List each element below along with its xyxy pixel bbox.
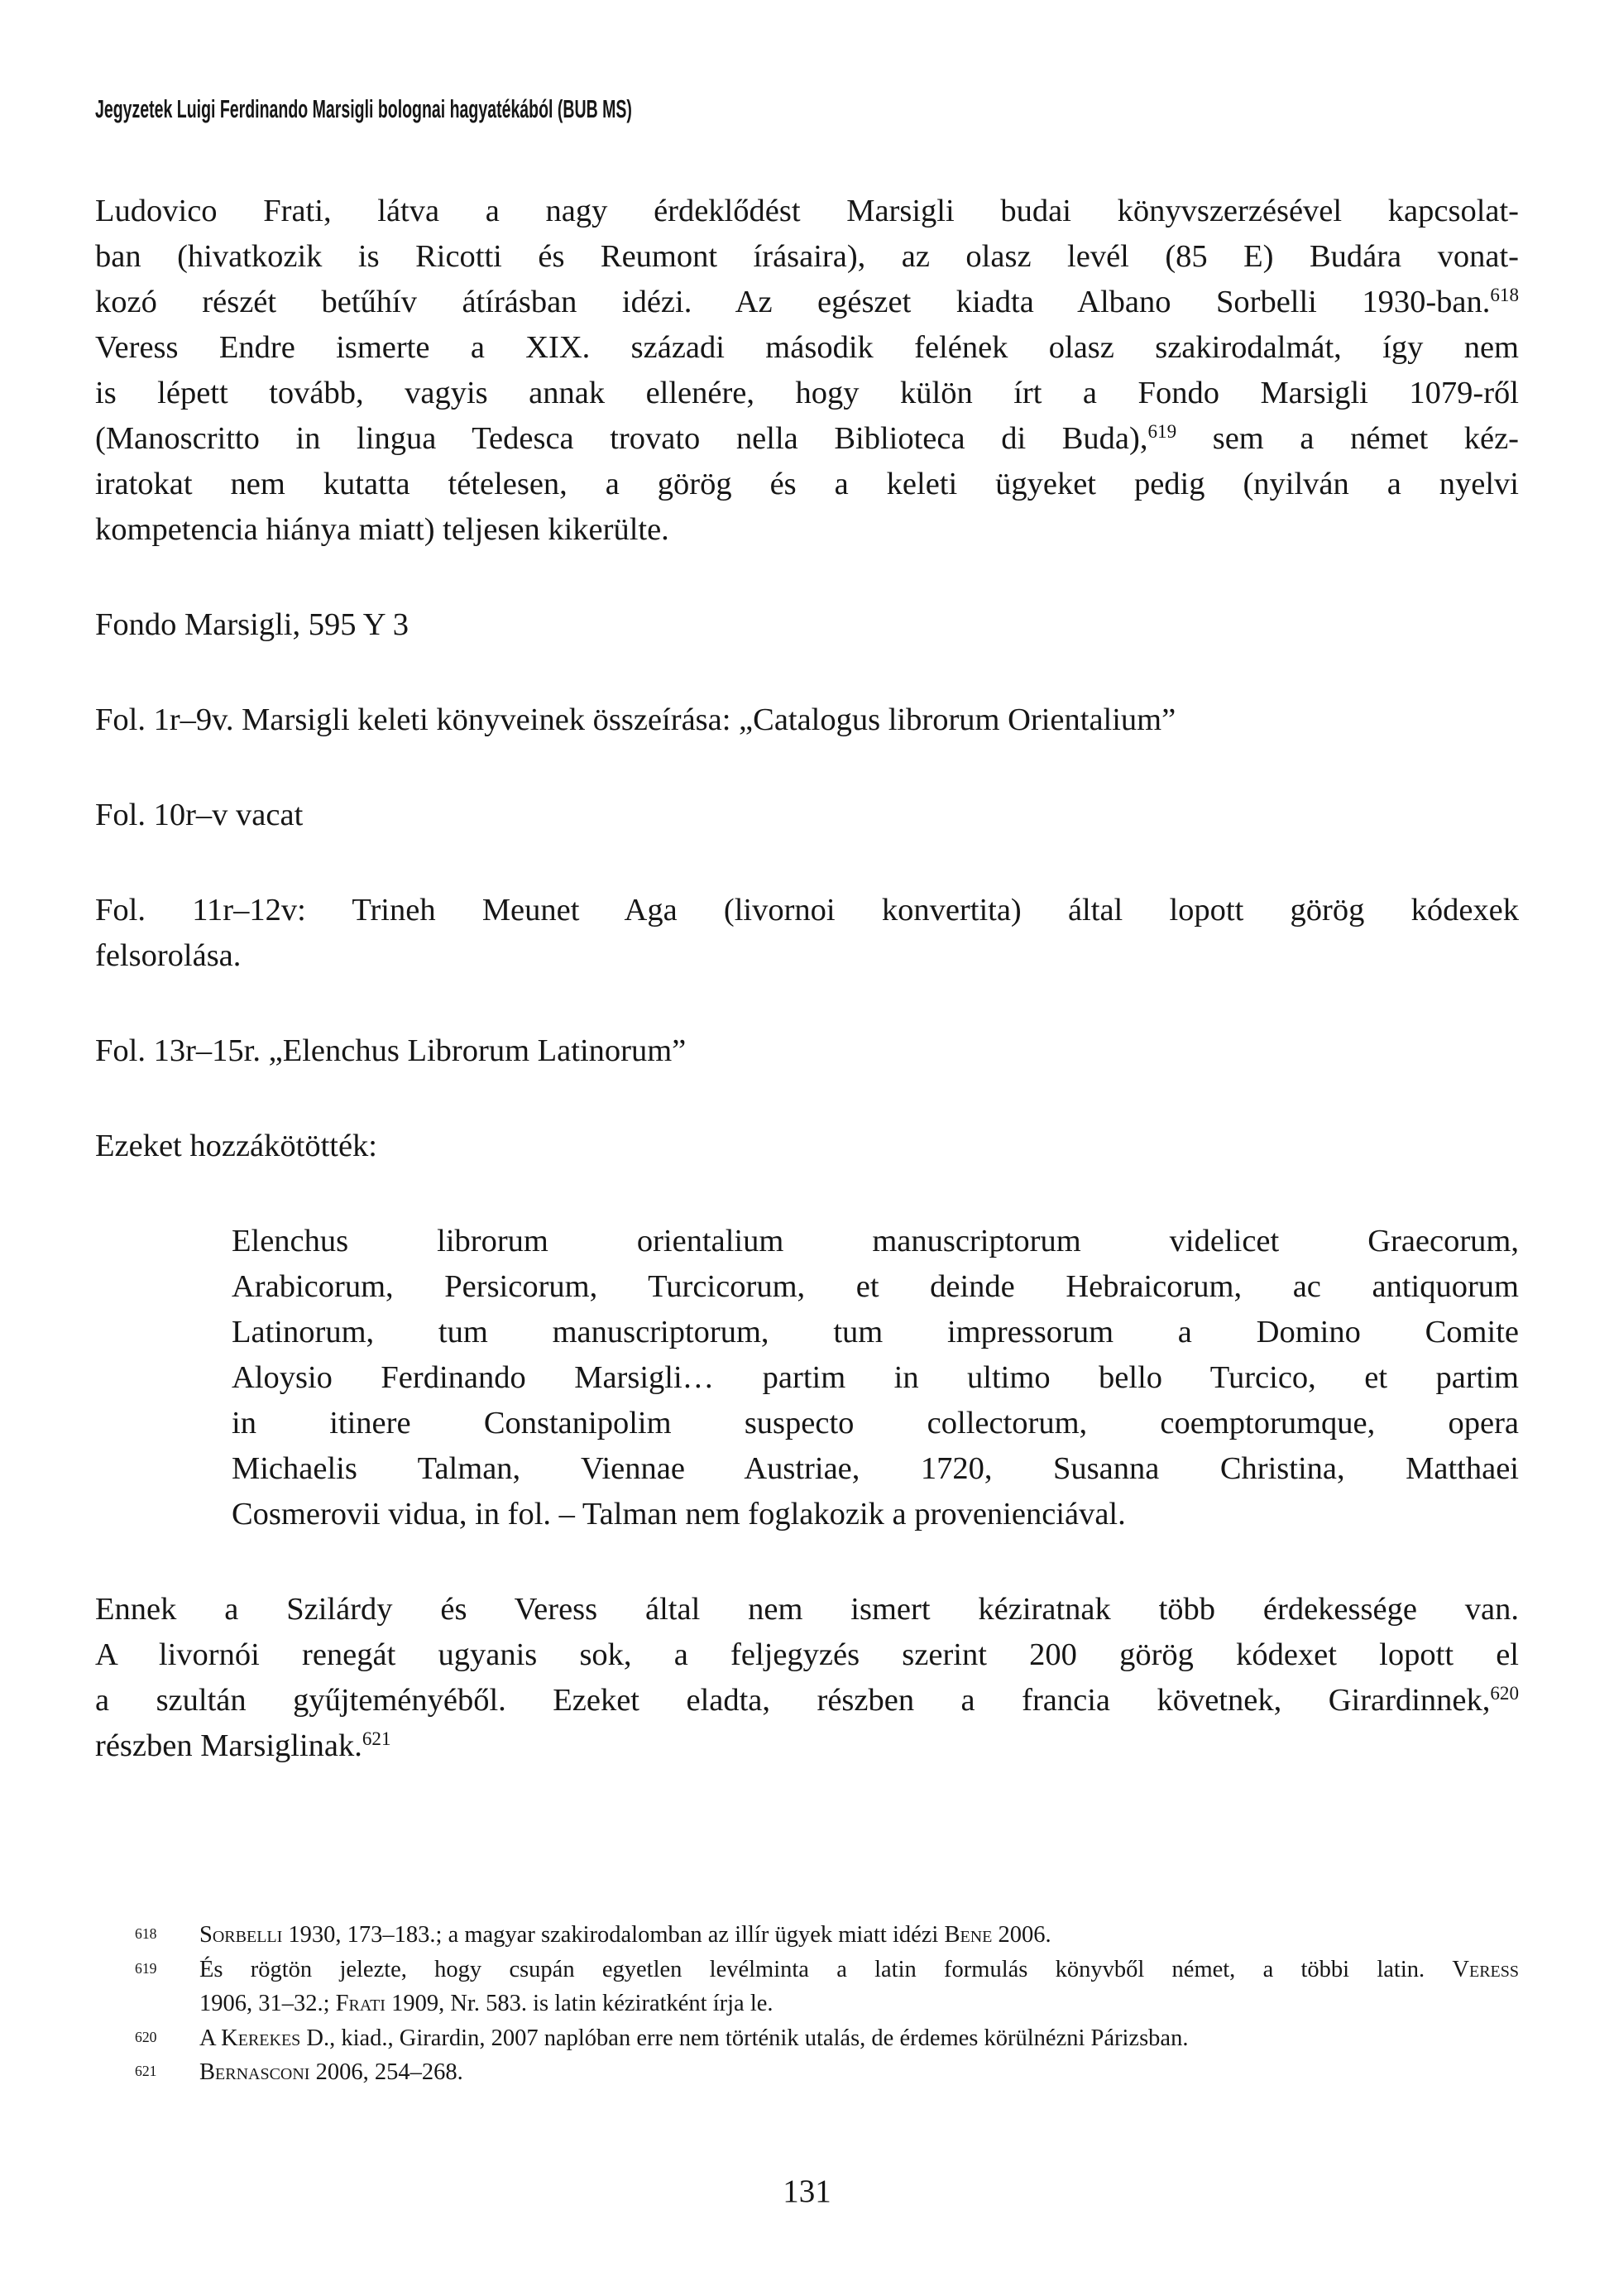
- small-caps-author: Frati: [335, 1991, 386, 2016]
- text-line: [232, 1219, 1519, 1264]
- text-line: [95, 602, 1519, 648]
- text-line: [95, 325, 1519, 371]
- text-line: [95, 189, 1519, 234]
- entry-fol-1r-9v: [95, 697, 1519, 743]
- entry-fol-11r-12v: [95, 888, 1519, 979]
- text-run: is lépett tovább, vagyis annak ellenére, hogy külön írt a Fondo Marsigli 1079-ről: [95, 376, 1519, 410]
- footnote-reference: 619: [1147, 420, 1177, 443]
- text-line: [95, 888, 1519, 933]
- text-run: D., kiad., Girardin, 2007 naplóban erre nem történik utalás, de érdemes körülnézni Párizsban.: [300, 2025, 1189, 2051]
- footnote-line: [95, 1953, 1519, 1987]
- text-run: 1909, Nr. 583. is latin kéziratként írja le.: [385, 1991, 773, 2016]
- text-line: [95, 1723, 1519, 1769]
- text-run: A: [199, 2025, 222, 2051]
- text-run: Ezeket hozzákötötték:: [95, 1129, 377, 1163]
- text-run: 2006.: [992, 1922, 1051, 1948]
- footnote-618: [95, 1918, 1519, 1953]
- text-run: Veress Endre ismerte a XIX. századi második felének olasz szakirodalmát, így nem: [95, 330, 1519, 365]
- text-run: És rögtön jelezte, hogy csupán egyetlen levélminta a latin formulás könyvből német, a többi latin.: [199, 1956, 1453, 1982]
- footnote-line: [95, 1918, 1519, 1953]
- text-line: [232, 1492, 1519, 1537]
- text-run: ban (hivatkozik is Ricotti és Reumont írásaira), az olasz levél (85 E) Budára vonat-: [95, 239, 1519, 274]
- text-run: 1930, 173–183.; a magyar szakirodalomban az illír ügyek miatt idézi: [282, 1922, 945, 1948]
- footnote-line: [95, 2055, 1519, 2090]
- text-run: iratokat nem kutatta tételesen, a görög és a keleti ügyeket pedig (nyilván a nyelvi: [95, 467, 1519, 501]
- text-line: [95, 933, 1519, 979]
- text-run: Fol. 11r–12v: Trineh Meunet Aga (livornoi konvertita) által lopott görög kódexek: [95, 893, 1519, 928]
- text-run: Fol. 13r–15r. „Elenchus Librorum Latinorum”: [95, 1033, 687, 1068]
- text-run: Latinorum, tum manuscriptorum, tum impressorum a Domino Comite: [232, 1315, 1519, 1349]
- text-run: A livornói renegát ugyanis sok, a feljegyzés szerint 200 görög kódexet lopott el: [95, 1637, 1519, 1672]
- text-line: [95, 462, 1519, 507]
- text-line: [95, 371, 1519, 416]
- text-run: Ludovico Frati, látva a nagy érdeklődést Marsigli budai könyvszerzésével kapcsolat-: [95, 194, 1519, 228]
- text-run: Cosmerovii vidua, in fol. – Talman nem foglakozik a provenienciával.: [232, 1497, 1126, 1531]
- text-line: [95, 793, 1519, 838]
- text-run: kompetencia hiánya miatt) teljesen kikerülte.: [95, 512, 669, 547]
- blockquote-elenchus: [95, 1219, 1519, 1537]
- text-run: Fol. 10r–v vacat: [95, 798, 304, 832]
- paragraph-frati: [95, 189, 1519, 553]
- text-line: [95, 1678, 1519, 1723]
- text-line: [232, 1264, 1519, 1310]
- text-line: [232, 1355, 1519, 1401]
- text-run: 1906, 31–32.;: [199, 1991, 336, 2016]
- lead-in-ezeket: [95, 1124, 1519, 1169]
- small-caps-author: Kerekes: [221, 2025, 301, 2051]
- footnote-reference: 620: [1490, 1682, 1519, 1704]
- text-line: [95, 234, 1519, 280]
- text-line: [95, 1632, 1519, 1678]
- footnote-620: [95, 2021, 1519, 2056]
- small-caps-author: Veress: [1452, 1956, 1519, 1982]
- text-line: [95, 1028, 1519, 1074]
- footnote-line: [95, 2021, 1519, 2056]
- small-caps-author: Bernasconi: [199, 2059, 310, 2085]
- heading-fondo-marsigli: [95, 602, 1519, 648]
- running-head: Jegyzetek Luigi Ferdinando Marsigli bolognai hagyatékából (BUB MS): [95, 94, 632, 123]
- text-line: [232, 1401, 1519, 1446]
- small-caps-author: Bene: [944, 1922, 993, 1948]
- text-run: Michaelis Talman, Viennae Austriae, 1720, Susanna Christina, Matthaei: [232, 1451, 1519, 1486]
- entry-fol-13r-15r: [95, 1028, 1519, 1074]
- text-run: (Manoscritto in lingua Tedesca trovato nella Biblioteca di Buda),: [95, 421, 1148, 456]
- footnote-line: [95, 1987, 1519, 2021]
- text-line: [232, 1310, 1519, 1355]
- text-line: [95, 507, 1519, 553]
- text-run: kozó részét betűhív átírásban idézi. Az egészet kiadta Albano Sorbelli 1930-ban.: [95, 285, 1491, 319]
- text-run: a szultán gyűjteményéből. Ezeket eladta, részben a francia követnek, Girardinnek,: [95, 1683, 1491, 1718]
- footnote-number: 621: [135, 2063, 157, 2079]
- text-line: [95, 1587, 1519, 1632]
- footnote-619: [95, 1953, 1519, 2021]
- text-run: Aloysio Ferdinando Marsigli… partim in ultimo bello Turcico, et partim: [232, 1360, 1519, 1395]
- body-text: [95, 189, 1519, 1769]
- text-line: [95, 416, 1519, 462]
- text-run: Ennek a Szilárdy és Veress által nem ismert kéziratnak több érdekessége van.: [95, 1592, 1519, 1627]
- footnotes-section: [95, 1918, 1519, 2090]
- text-run: Arabicorum, Persicorum, Turcicorum, et deinde Hebraicorum, ac antiquorum: [232, 1269, 1519, 1304]
- footnote-number: 619: [135, 1959, 157, 1977]
- page-number: 131: [783, 2174, 831, 2209]
- text-run: sem a német kéz-: [1176, 421, 1519, 456]
- entry-fol-10r-v: [95, 793, 1519, 838]
- text-line: [95, 697, 1519, 743]
- text-line: [95, 1124, 1519, 1169]
- text-run: Fondo Marsigli, 595 Y 3: [95, 607, 409, 642]
- text-line: [232, 1446, 1519, 1492]
- small-caps-author: Sorbelli: [199, 1922, 283, 1948]
- text-run: Elenchus librorum orientalium manuscriptorum videlicet Graecorum,: [232, 1224, 1519, 1258]
- text-run: felsorolása.: [95, 938, 242, 973]
- footnote-number: 620: [135, 2028, 157, 2045]
- text-run: 2006, 254–268.: [309, 2059, 463, 2085]
- text-run: in itinere Constanipolim suspecto collectorum, coemptorumque, opera: [232, 1406, 1519, 1440]
- footnote-621: [95, 2055, 1519, 2090]
- footnote-reference: 621: [362, 1728, 391, 1750]
- text-run: Fol. 1r–9v. Marsigli keleti könyveinek összeírása: „Catalogus librorum Orientalium”: [95, 702, 1176, 737]
- footnote-reference: 618: [1490, 284, 1519, 306]
- footnote-number: 618: [135, 1925, 157, 1942]
- text-line: [95, 280, 1519, 325]
- paragraph-ennek: [95, 1587, 1519, 1769]
- text-run: részben Marsiglinak.: [95, 1728, 362, 1763]
